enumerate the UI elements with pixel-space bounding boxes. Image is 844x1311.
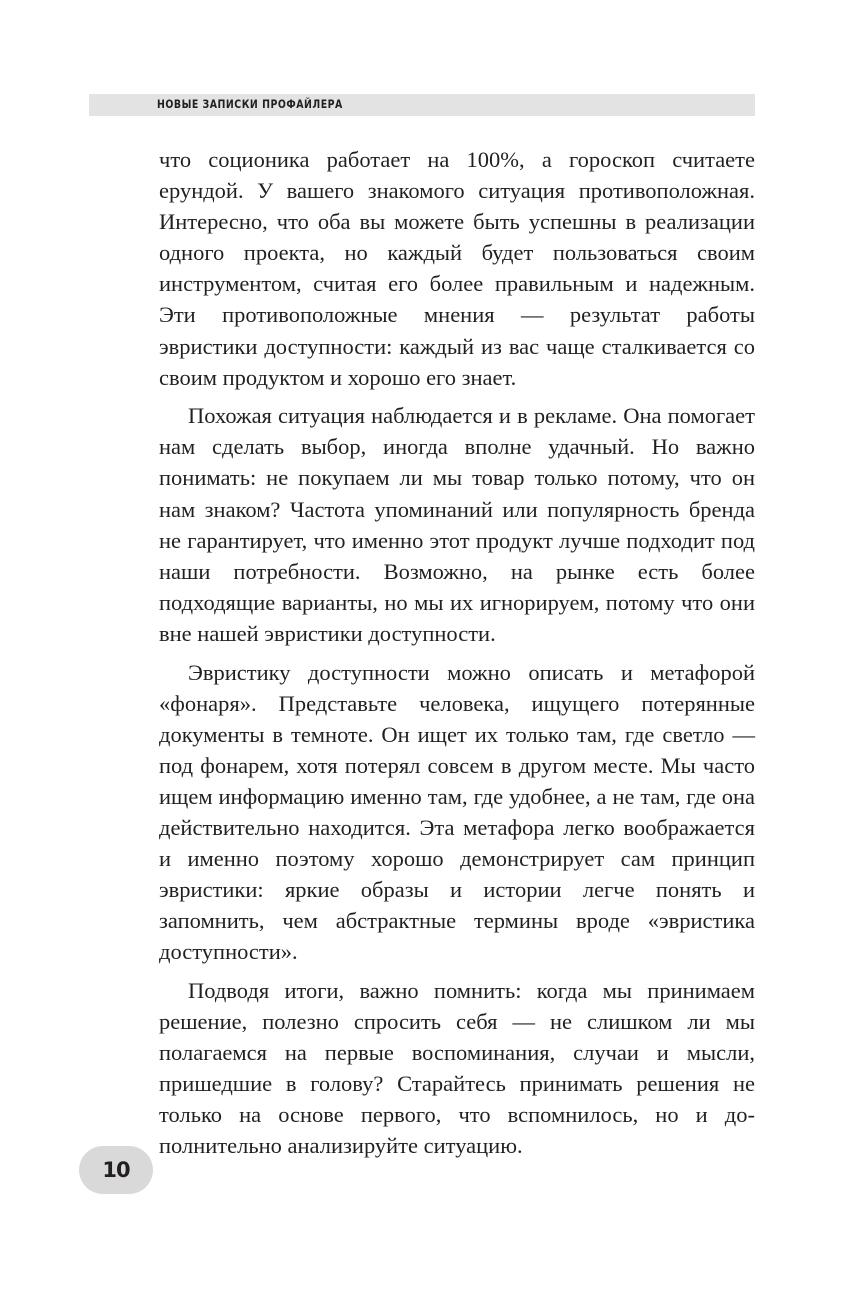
page-number: 10 — [102, 1158, 130, 1182]
page-number-tab — [79, 1146, 153, 1194]
running-header-title: НОВЫЕ ЗАПИСКИ ПРОФАЙЛЕРА — [157, 97, 343, 111]
paragraph-3: Эвристику доступности можно описать и метафорой «фонаря». Представьте человека, ищущего потерянные документы в темноте. Он ищет их только там, где светло — под фонарем, хотя потерял совсем в другом месте. Мы часто ищем информацию именно там, где удобнее, а не там, где она действительно находится. Эта метафора легко воображается и именно поэтому хорошо демонстрирует сам принцип эвристики: яркие образы и истории легче понять и запомнить, чем абстрактные термины вроде «эвристика доступности». — [159, 659, 755, 965]
paragraph-2: Похожая ситуация наблюдается и в рекламе. Она помогает нам сделать выбор, иногда вполне удачный. Но важно понимать: не покупаем ли мы товар только потому, что он нам знаком? Частота упоминаний или популярность бренда не гарантирует, что именно этот продукт лучше подходит под наши потребности. Возможно, на рынке есть более подходящие варианты, но мы их игнорируем, потому что они вне нашей эвристики доступности. — [159, 403, 755, 646]
paragraph-1: что соционика работает на 100%, а гороскоп считаете ерундой. У вашего знакомого ситуация противоположная. Интересно, что оба вы можете быть успешны в реализации одного проекта, но каждый будет пользоваться своим инструментом, считая его более правильным и надежным. Эти противоположные мнения — результат работы эвристики доступности: каждый из вас чаще сталкивается со своим продуктом и хорошо его знает. — [159, 147, 755, 390]
body-text — [159, 144, 755, 1169]
paragraph-4: Подводя итоги, важно помнить: когда мы принимаем решение, полезно спросить себя — не слишком ли мы полагаемся на первые воспоминания, случаи и мысли, пришедшие в голову? Старайтесь принимать решения не только на основе первого, что вспомнилось, но и дополнительно анализируйте ситуацию. — [159, 977, 755, 1159]
